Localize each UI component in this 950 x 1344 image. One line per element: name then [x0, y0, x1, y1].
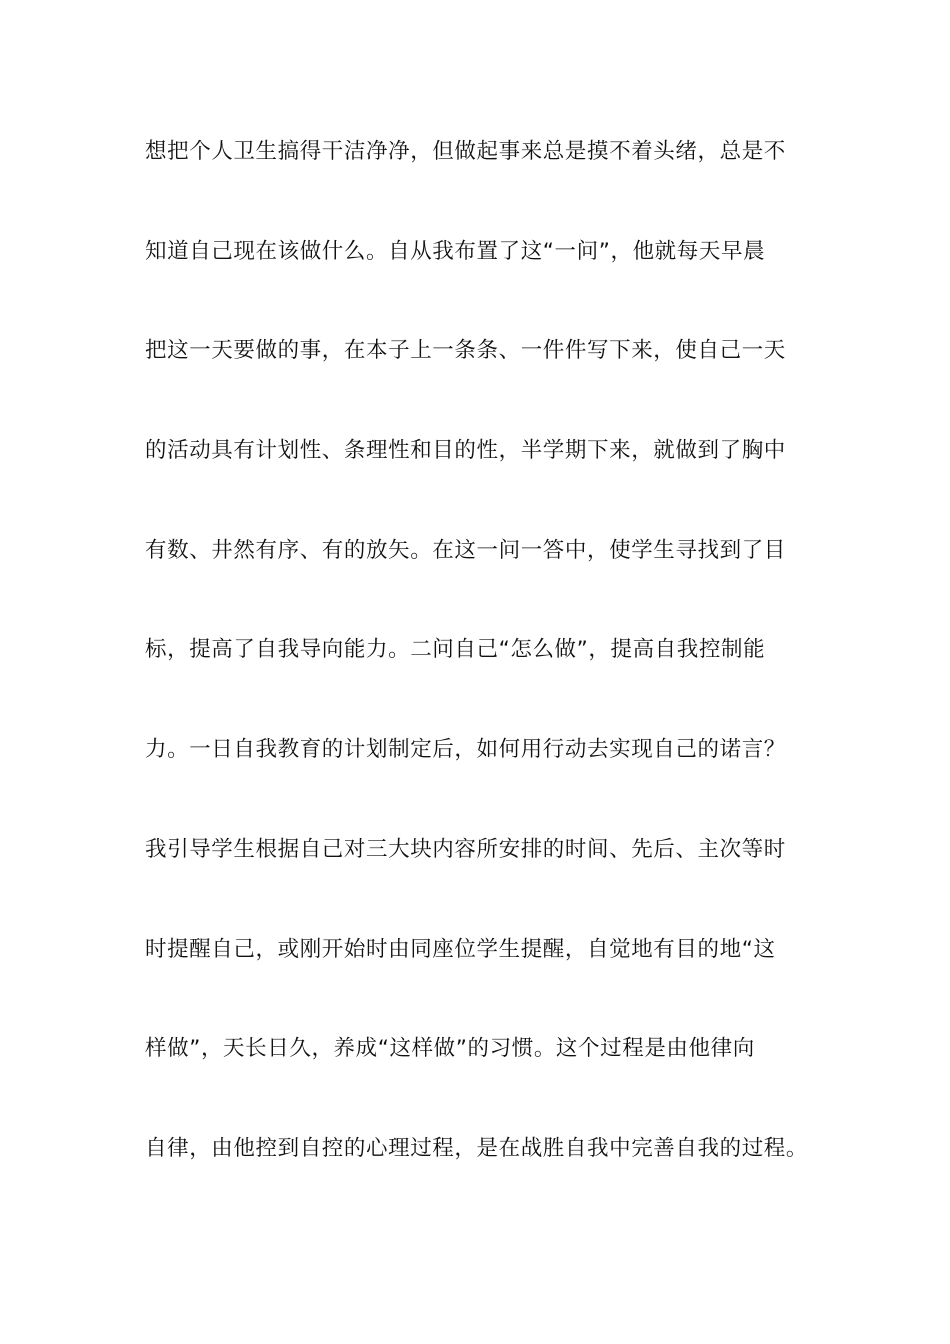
text-line-9: 时提醒自己，或刚开始时由同座位学生提醒，自觉地有目的地“这 — [145, 936, 776, 962]
body-text — [145, 128, 825, 1225]
text-line-6: 标，提高了自我导向能力。二问自己“怎么做”，提高自我控制能 — [145, 637, 766, 663]
text-line-2: 知道自己现在该做什么。自从我布置了这“一问”，他就每天早晨 — [145, 238, 766, 264]
text-line-8: 我引导学生根据自己对三大块内容所安排的时间、先后、主次等时 — [145, 836, 786, 862]
text-line-11: 自律，由他控到自控的心理过程，是在战胜自我中完善自我的过程。 — [145, 1135, 809, 1161]
text-line-10: 样做”，天长日久，养成“这样做”的习惯。这个过程是由他律向 — [145, 1036, 755, 1062]
text-line-7: 力。一日自我教育的计划制定后，如何用行动去实现自己的诺言？ — [145, 737, 786, 763]
text-line-1: 想把个人卫生搞得干洁净净，但做起事来总是摸不着头绪，总是不 — [145, 139, 786, 164]
text-line-5: 有数、井然有序、有的放矢。在这一问一答中，使学生寻找到了目 — [145, 537, 786, 563]
text-line-3: 把这一天要做的事，在本子上一条条、一件件写下来，使自己一天 — [145, 338, 786, 364]
text-line-4: 的活动具有计划性、条理性和目的性，半学期下来，就做到了胸中 — [145, 438, 786, 464]
